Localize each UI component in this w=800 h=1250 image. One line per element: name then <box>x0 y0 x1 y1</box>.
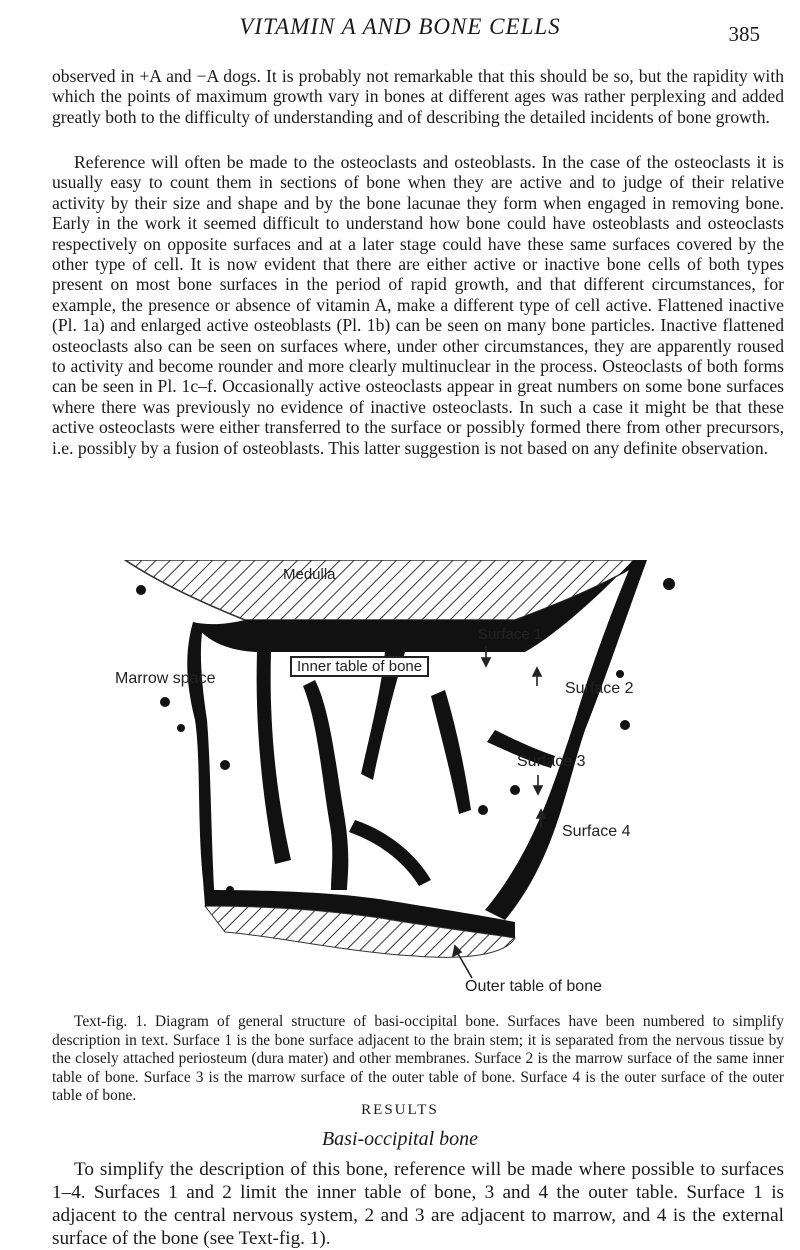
paragraph-continued: observed in +A and −A dogs. It is probably not remarkable that this should be so, but the rapidity with which the points of maximum growth vary in bones at different ages was rather perplexing and added greatly both to the difficulty of understanding and of describing the detailed incidents of bone growth. <box>52 66 784 127</box>
trabecula-4 <box>431 690 471 814</box>
label-outer-table: Outer table of bone <box>465 978 602 995</box>
text-figure-1 <box>85 560 705 1005</box>
bone-diagram <box>85 560 705 1005</box>
label-surface-2: Surface 2 <box>565 680 634 697</box>
paragraph-results: To simplify the description of this bone, reference will be made where possible to surfaces 1–4. Surfaces 1 and 2 limit the inner table of bone, 3 and 4 the outer table. Surface 1 is adjacent to the central nervous system, 2 and 3 are adjacent to marrow, and 4 is the external surface of the bone (see Text-fig. 1). <box>52 1159 784 1249</box>
label-surface-4: Surface 4 <box>562 823 631 840</box>
trabecula-2 <box>303 680 348 890</box>
page-header <box>0 8 800 60</box>
label-marrow-space: Marrow space <box>115 670 216 687</box>
label-inner-table: Inner table of bone <box>290 656 429 677</box>
label-surface-1: Surface 1 <box>478 626 543 643</box>
trabecula-6 <box>349 820 431 886</box>
label-medulla: Medulla <box>283 566 336 583</box>
label-surface-3: Surface 3 <box>517 753 586 770</box>
page-number: 385 <box>728 22 760 46</box>
figure-caption: Text-fig. 1. Diagram of general structure of basi-occipital bone. Surfaces have been numbered to simplify description in text. Surface 1 is the bone surface adjacent to the brain stem; it is separated from the nervous tissue by the closely attached periosteum (dura mater) and other membranes. Surface 2 is the marrow surface of the same inner table of bone. Surface 3 is the marrow surface of the outer table of bone. Surface 4 is the outer surface of the outer table of bone. <box>52 1013 784 1105</box>
paragraph-bone-cells: Reference will often be made to the osteoclasts and osteoblasts. In the case of the osteoclasts it is usually easy to count them in sections of bone when they are active and to judge of their relative activity by their size and shape and by the bone lacunae they form when engaged in removing bone. Early in the work it seemed difficult to understand how bone could have osteoblasts and osteoclasts respectively on opposite surfaces and at a later stage could have these same surfaces covered by the other type of cell. It is now evident that there are either active or inactive bone cells of both types present on most bone surfaces in the period of rapid growth, and that different circumstances, for example, the presence or absence of vitamin A, make a different type of cell active. Flattened inactive (Pl. 1a) and enlarged active osteoblasts (Pl. 1b) can be seen on many bone particles. Inactive flattened osteoclasts also can be seen on surfaces where, under other circumstances, they are apparently roused to activity and become rounder and more clearly multinuclear in the process. Osteoclasts of both forms can be seen in Pl. 1c–f. Occasionally active osteoclasts appear in great numbers on some bone surfaces where there was previously no evidence of inactive osteoclasts. In such a case it might be that these active osteoclasts were either transferred to the surface or possibly formed there from other precursors, i.e. possibly by a fusion of osteoblasts. This latter suggestion is not based on any definite observation. <box>52 152 784 458</box>
section-heading-results: RESULTS <box>361 1102 439 1118</box>
subsection-heading: Basi-occipital bone <box>321 1128 479 1150</box>
running-title: VITAMIN A AND BONE CELLS <box>239 14 561 39</box>
left-bone-wall <box>187 622 215 906</box>
trabecula-1 <box>257 652 291 864</box>
